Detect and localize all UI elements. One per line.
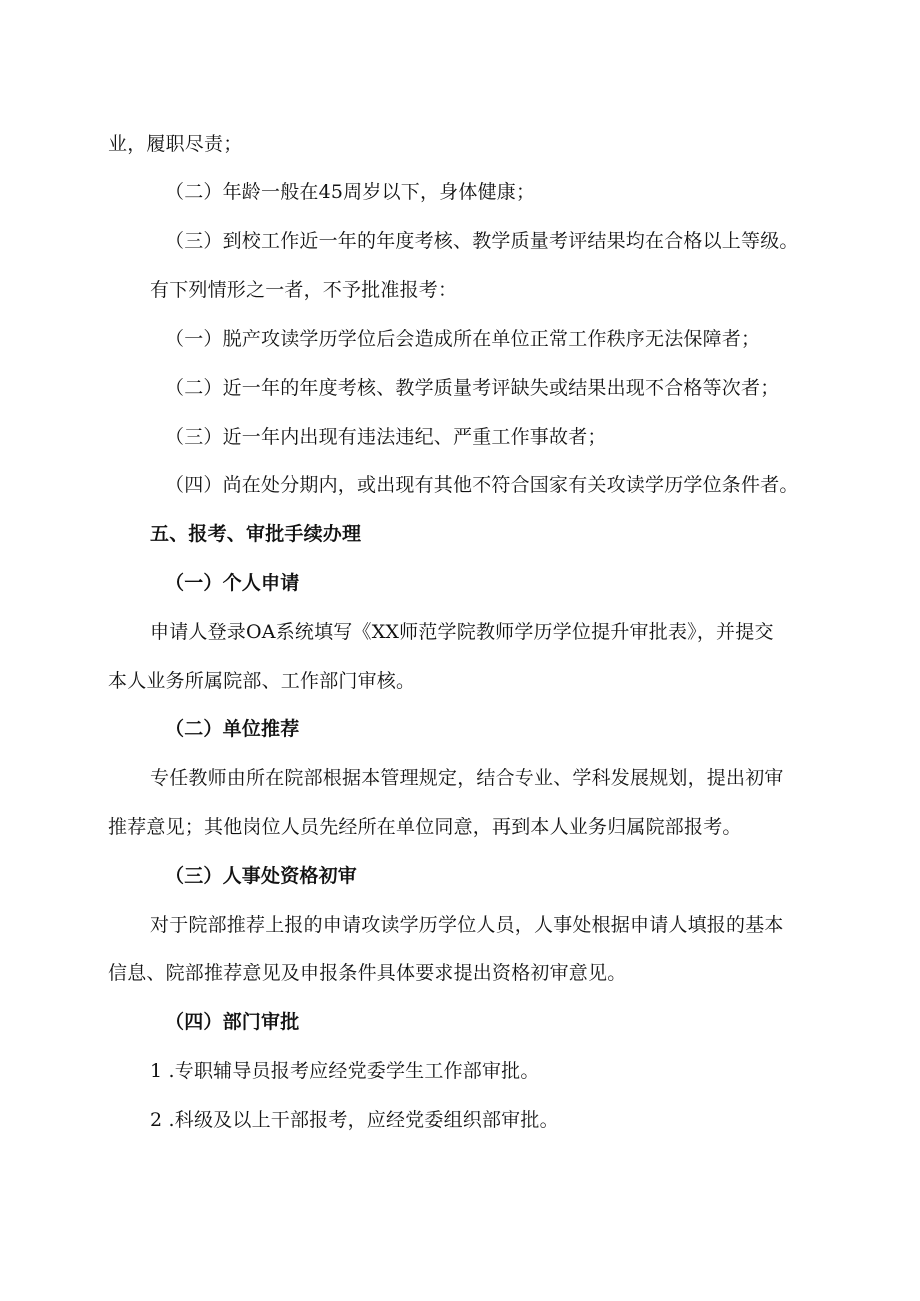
list-item: 2 .科级及以上干部报考，应经党委组织部审批。: [150, 1109, 559, 1131]
paragraph-line: 推荐意见；其他岗位人员先经所在单位同意，再到本人业务归属院部报考。: [108, 816, 742, 838]
paragraph-line: 信息、院部推荐意见及申报条件具体要求提出资格初审意见。: [108, 962, 627, 984]
paragraph-line: （二）年龄一般在45周岁以下，身体健康；: [165, 181, 536, 203]
paragraph-line: （三）到校工作近一年的年度考核、教学质量考评结果均在合格以上等级。: [165, 230, 799, 252]
paragraph-line: （一）脱产攻读学历学位后会造成所在单位正常工作秩序无法保障者；: [165, 328, 761, 350]
paragraph-line: 本人业务所属院部、工作部门审核。: [108, 670, 416, 692]
paragraph-line: 申请人登录OA系统填写《XX师范学院教师学历学位提升审批表》，并提交: [150, 621, 774, 643]
subsection-heading: （三）人事处资格初审: [165, 865, 358, 887]
paragraph-line: （二）近一年的年度考核、教学质量考评缺失或结果出现不合格等次者；: [165, 377, 780, 399]
subsection-heading: （一）个人申请: [165, 572, 300, 594]
paragraph-line: 对于院部推荐上报的申请攻读学历学位人员，人事处根据申请人填报的基本: [150, 914, 784, 936]
subsection-heading: （四）部门审批: [165, 1011, 300, 1033]
subsection-heading: （二）单位推荐: [165, 718, 300, 740]
paragraph-line: （三）近一年内出现有违法违纪、严重工作事故者；: [165, 426, 607, 448]
section-heading: 五、报考、审批手续办理: [150, 523, 362, 545]
paragraph-line: （四）尚在处分期内，或出现有其他不符合国家有关攻读学历学位条件者。: [165, 474, 799, 496]
paragraph-line: 专任教师由所在院部根据本管理规定，结合专业、学科发展规划，提出初审: [150, 767, 784, 789]
list-item: 1 .专职辅导员报考应经党委学生工作部审批。: [150, 1060, 540, 1082]
paragraph-line: 业，履职尽责；: [108, 133, 243, 155]
paragraph-line: 有下列情形之一者，不予批准报考：: [150, 279, 458, 301]
